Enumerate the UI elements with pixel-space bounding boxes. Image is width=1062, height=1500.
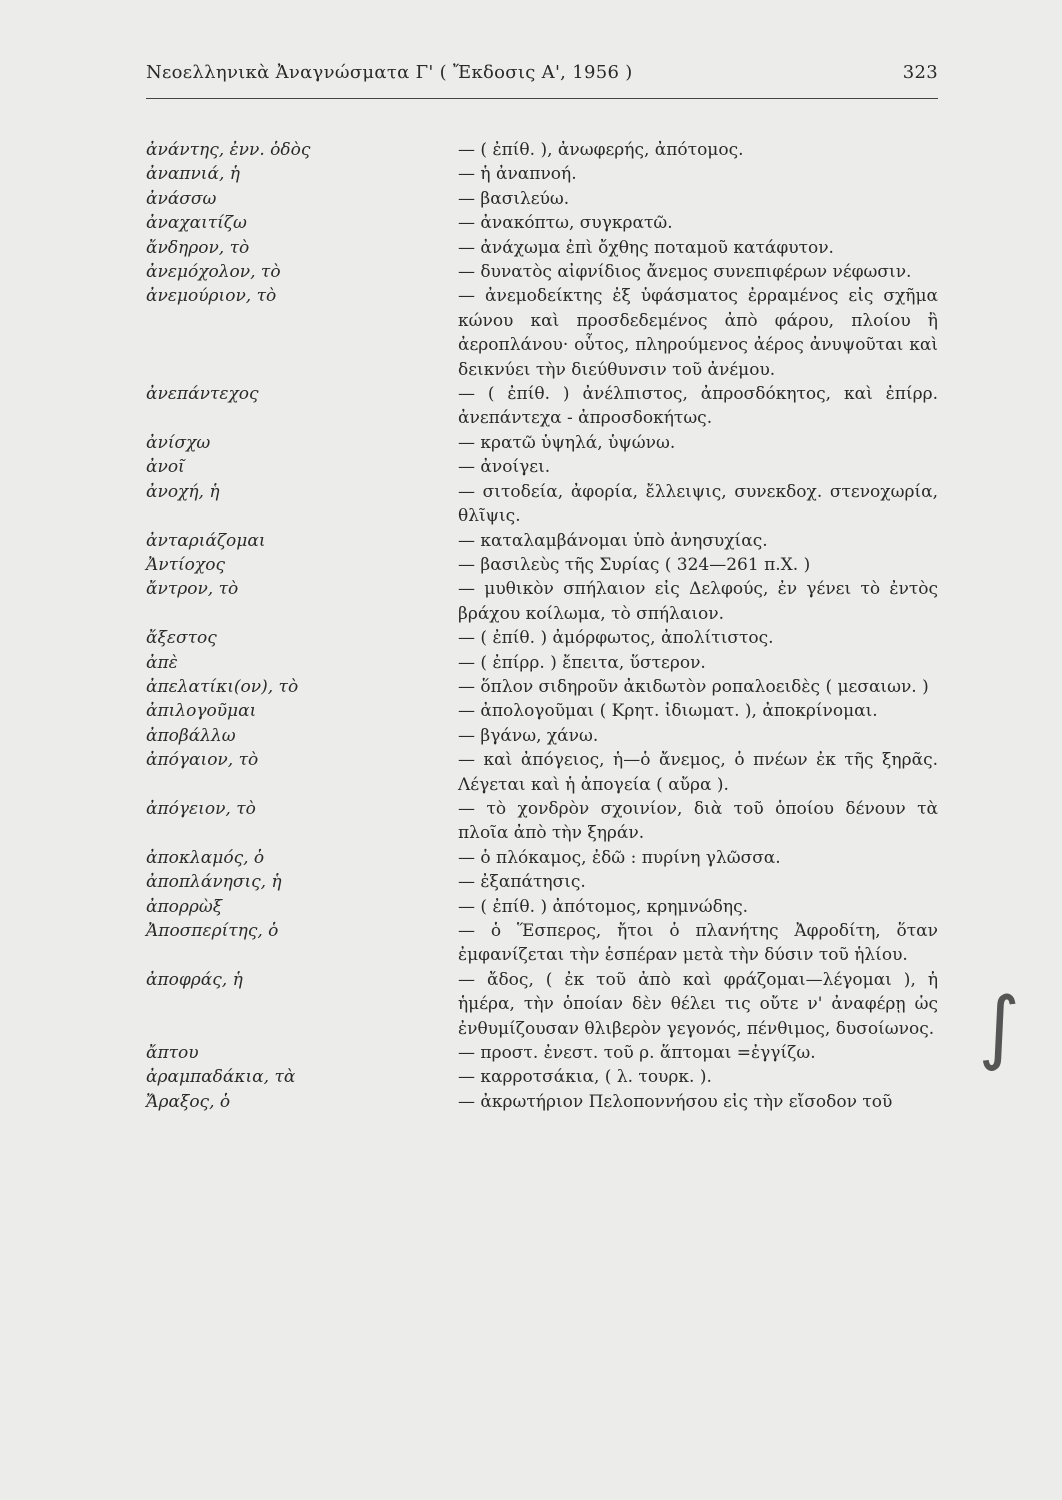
definition: — ἡ ἀναπνοή. [458, 162, 938, 186]
glossary-entry [146, 138, 938, 162]
definition: — καὶ ἀπόγειος, ἡ—ὁ ἄνεμος, ὁ πνέων ἐκ τῆς ξηρᾶς. Λέγεται καὶ ἡ ἀπογεία ( αὔρα ). [458, 748, 938, 797]
lemma: ἀναπνιά, ἡ [146, 164, 240, 185]
glossary-entry [146, 284, 938, 382]
definition: — ὁ πλόκαμος, ἐδῶ : πυρίνη γλῶσσα. [458, 846, 938, 870]
definition: — μυθικὸν σπήλαιον εἰς Δελφούς, ἐν γένει τὸ ἐντὸς βράχου κοίλωμα, τὸ σπήλαιον. [458, 577, 938, 626]
glossary-entry [146, 553, 938, 577]
lemma: ἀπὲ [146, 652, 178, 673]
lemma: ἄνδηρον, τὸ [146, 237, 250, 258]
definition: — ἀκρωτήριον Πελοποννήσου εἰς τὴν εἴσοδον τοῦ [458, 1090, 938, 1114]
glossary-entry [146, 651, 938, 675]
definition: — ( ἐπίθ. ) ἀνέλπιστος, ἀπροσδόκητος, καὶ ἐπίρρ. ἀνεπάντεχα - ἀπροσδοκήτως. [458, 382, 938, 431]
lemma: ἀπόγειον, τὸ [146, 798, 256, 819]
glossary-entry [146, 968, 938, 1041]
glossary-entry [146, 577, 938, 626]
glossary-entry [146, 1041, 938, 1065]
definition: — ὅπλον σιδηροῦν ἀκιδωτὸν ροπαλοειδὲς ( μεσαιων. ) [458, 675, 938, 699]
glossary-entry [146, 1065, 938, 1089]
header-rule [146, 98, 938, 99]
definition: — ἀνακόπτω, συγκρατῶ. [458, 211, 938, 235]
lemma: ἀνταριάζομαι [146, 530, 266, 551]
definition: — ἀνεμοδείκτης ἐξ ὑφάσματος ἐρραμένος εἰς σχῆμα κώνου καὶ προσδεδεμένος ἀπὸ φάρου, πλοίου ἢ ἀεροπλάνου· οὗτος, πληρούμενος ἀέρος ἀνυψοῦται καὶ δεικνύει τὴν διεύθυνσιν τοῦ ἀνέμου. [458, 284, 938, 382]
definition: — ἀνάχωμα ἐπὶ ὄχθης ποταμοῦ κατάφυτον. [458, 236, 938, 260]
lemma: ἄπτου [146, 1043, 199, 1064]
definition: — κρατῶ ὑψηλά, ὑψώνω. [458, 431, 938, 455]
lemma: ἄντρον, τὸ [146, 579, 239, 600]
lemma: ἀποφράς, ἡ [146, 969, 243, 990]
lemma: Ἀποσπερίτης, ὁ [146, 921, 279, 941]
glossary-entry [146, 626, 938, 650]
lemma: ἄξεστος [146, 628, 217, 649]
lemma: ἀνάσσω [146, 188, 217, 209]
header-title: Νεοελληνικὰ Ἀναγνώσματα Γ' ( Ἔκδοσις Α', 1956 ) [146, 62, 633, 83]
definition: — ( ἐπίθ. ) ἀπότομος, κρημνώδης. [458, 895, 938, 919]
lemma: ἀνίσχω [146, 432, 211, 453]
glossary-entry [146, 382, 938, 431]
definition: — καταλαμβάνομαι ὑπὸ ἀνησυχίας. [458, 529, 938, 553]
definition: — ἄδος, ( ἐκ τοῦ ἀπὸ καὶ φράζομαι—λέγομαι ), ἡ ἡμέρα, τὴν ὁποίαν δὲν θέλει τις οὔτε ν' ἀναφέρῃ ὡς ἐνθυμίζουσαν θλιβερὸν γεγονός, πένθιμος, δυσοίωνος. [458, 968, 938, 1041]
glossary-entry [146, 724, 938, 748]
definition: — βασιλεύω. [458, 187, 938, 211]
glossary-entry [146, 748, 938, 797]
definition: — δυνατὸς αἰφνίδιος ἄνεμος συνεπιφέρων νέφωσιν. [458, 260, 938, 284]
glossary-entry [146, 211, 938, 235]
glossary-entry [146, 919, 938, 968]
lemma: ἀναχαιτίζω [146, 213, 247, 234]
lemma: ἀπελατίκι(ον), τὸ [146, 676, 299, 697]
lemma: ἀνεμούριον, τὸ [146, 286, 277, 307]
glossary-entry [146, 162, 938, 186]
glossary-entry [146, 1090, 938, 1114]
definition: — ( ἐπίθ. ), ἀνωφερής, ἀπότομος. [458, 138, 938, 162]
lemma: ἀνοχή, ἡ [146, 481, 220, 502]
handwritten-margin-mark-icon: ∫ [978, 980, 1020, 1073]
lemma: ἀνεπάντεχος [146, 384, 259, 405]
glossary-entry [146, 846, 938, 870]
glossary-entry [146, 260, 938, 284]
glossary-entry [146, 699, 938, 723]
glossary-entry [146, 480, 938, 529]
glossary-entry [146, 529, 938, 553]
definition: — ἐξαπάτησις. [458, 870, 938, 894]
definition: — ὁ Ἕσπερος, ἤτοι ὁ πλανήτης Ἀφροδίτη, ὅταν ἐμφανίζεται τὴν ἑσπέραν μετὰ τὴν δύσιν τοῦ ἡλίου. [458, 919, 938, 968]
glossary-entry [146, 431, 938, 455]
definition: — καρροτσάκια, ( λ. τουρκ. ). [458, 1065, 938, 1089]
lemma: ἀποπλάνησις, ἡ [146, 872, 282, 893]
definition: — ( ἐπίθ. ) ἀμόρφωτος, ἀπολίτιστος. [458, 626, 938, 650]
definition: — βγάνω, χάνω. [458, 724, 938, 748]
lemma: ἀνάντης, ἐνν. ὁδὸς [146, 140, 311, 160]
glossary-entry [146, 797, 938, 846]
running-header [146, 62, 938, 83]
definition: — ἀνοίγει. [458, 455, 938, 479]
lemma: Ἄραξος, ὁ [146, 1091, 231, 1112]
definition: — τὸ χονδρὸν σχοινίον, διὰ τοῦ ὁποίου δένουν τὰ πλοῖα ἀπὸ τὴν ξηράν. [458, 797, 938, 846]
glossary-entry [146, 675, 938, 699]
definition: — σιτοδεία, ἀφορία, ἔλλειψις, συνεκδοχ. στενοχωρία, θλῖψις. [458, 480, 938, 529]
glossary-entry [146, 895, 938, 919]
definition: — ἀπολογοῦμαι ( Κρητ. ἰδιωματ. ), ἀποκρίνομαι. [458, 699, 938, 723]
lemma: ἀπιλογοῦμαι [146, 701, 257, 722]
definition: — βασιλεὺς τῆς Συρίας ( 324—261 π.Χ. ) [458, 553, 938, 577]
glossary-list [146, 138, 938, 1114]
glossary-entry [146, 187, 938, 211]
lemma: ἀποβάλλω [146, 725, 236, 746]
lemma: ἀνοῖ [146, 457, 185, 478]
lemma: ἀπορρὼξ [146, 896, 223, 917]
lemma: ἀπόγαιον, τὸ [146, 750, 259, 771]
definition: — ( ἐπίρρ. ) ἔπειτα, ὕστερον. [458, 651, 938, 675]
lemma: Ἀντίοχος [146, 554, 225, 575]
page-number: 323 [902, 62, 938, 83]
glossary-entry [146, 236, 938, 260]
glossary-entry [146, 455, 938, 479]
glossary-entry [146, 870, 938, 894]
lemma: ἀνεμόχολον, τὸ [146, 262, 281, 283]
lemma: ἀραμπαδάκια, τὰ [146, 1067, 296, 1088]
definition: — προστ. ἐνεστ. τοῦ ρ. ἅπτομαι =ἐγγίζω. [458, 1041, 938, 1065]
lemma: ἀποκλαμός, ὁ [146, 847, 265, 868]
